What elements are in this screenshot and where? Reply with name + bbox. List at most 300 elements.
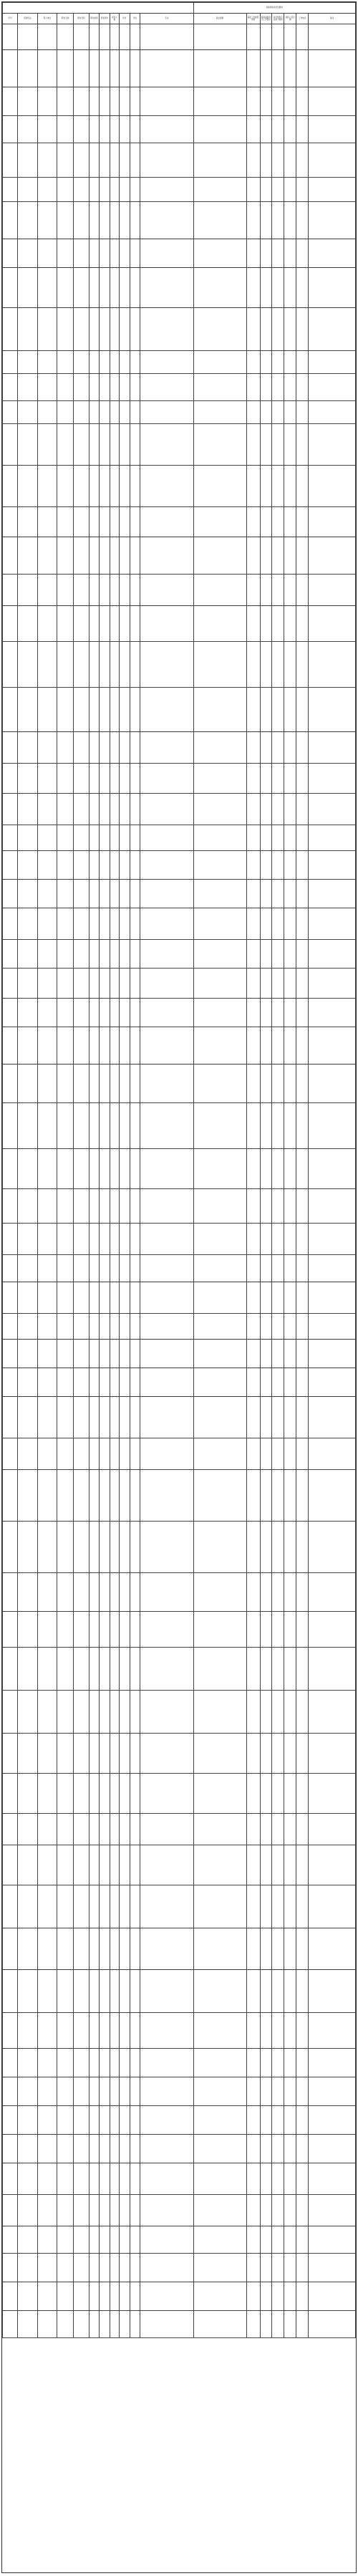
- table-cell: [260, 606, 272, 642]
- table-cell: [37, 308, 57, 351]
- table-cell: [246, 1027, 260, 1064]
- table-cell: [74, 1103, 89, 1149]
- table-cell: [57, 24, 74, 50]
- table-cell: [272, 764, 284, 794]
- table-cell: [3, 50, 18, 87]
- table-cell: [309, 202, 356, 239]
- table-cell: [89, 1189, 100, 1224]
- header-cell-remark: 备注: [309, 14, 356, 24]
- table-cell: [119, 1970, 130, 2013]
- table-cell: [119, 999, 130, 1027]
- table-cell: [74, 87, 89, 116]
- table-cell: [119, 178, 130, 202]
- table-cell: [100, 606, 110, 642]
- table-cell: [272, 537, 284, 575]
- table-cell: [100, 2226, 110, 2254]
- table-cell: [246, 1438, 260, 1470]
- table-cell: [3, 1845, 18, 1885]
- table-cell: [57, 1027, 74, 1064]
- table-cell: [3, 1522, 18, 1573]
- table-cell: [309, 1255, 356, 1282]
- table-cell: [57, 2282, 74, 2311]
- table-cell: [140, 178, 193, 202]
- spreadsheet-page: [1, 1, 357, 2573]
- table-cell: [37, 1340, 57, 1368]
- table-cell: [110, 2282, 120, 2311]
- table-cell: [100, 374, 110, 401]
- table-cell: [130, 2077, 140, 2106]
- table-cell: [193, 50, 246, 87]
- table-cell: [130, 1691, 140, 1734]
- table-cell: [57, 308, 74, 351]
- table-cell: [18, 2311, 37, 2338]
- table-cell: [89, 2282, 100, 2311]
- table-cell: [74, 688, 89, 732]
- table-cell: [110, 2106, 120, 2135]
- table-cell: [3, 1397, 18, 1438]
- table-cell: [246, 1189, 260, 1224]
- table-cell: [284, 2013, 296, 2049]
- table-cell: [18, 1691, 37, 1734]
- table-cell: [37, 2282, 57, 2311]
- table-cell: [74, 2311, 89, 2338]
- table-cell: [296, 239, 309, 268]
- table-cell: [272, 1928, 284, 1970]
- table-cell: [100, 1734, 110, 1774]
- table-cell: [140, 1648, 193, 1691]
- table-cell: [140, 50, 193, 87]
- table-row: [3, 2077, 356, 2106]
- table-cell: [89, 374, 100, 401]
- header-cell-agency: 招录机关: [18, 14, 37, 24]
- table-cell: [119, 1648, 130, 1691]
- table-cell: [119, 466, 130, 507]
- table-cell: [89, 178, 100, 202]
- table-cell: [89, 2135, 100, 2163]
- table-cell: [284, 308, 296, 351]
- table-cell: [193, 466, 246, 507]
- table-row: [3, 1885, 356, 1928]
- table-cell: [309, 969, 356, 999]
- table-cell: [74, 1734, 89, 1774]
- table-cell: [110, 351, 120, 374]
- table-cell: [193, 1648, 246, 1691]
- table-cell: [272, 1845, 284, 1885]
- table-cell: [18, 466, 37, 507]
- table-cell: [119, 2195, 130, 2226]
- table-cell: [37, 1189, 57, 1224]
- table-cell: [37, 1814, 57, 1845]
- table-cell: [18, 2226, 37, 2254]
- table-cell: [3, 1573, 18, 1612]
- table-cell: [119, 2049, 130, 2077]
- table-cell: [37, 1970, 57, 2013]
- table-cell: [130, 351, 140, 374]
- table-cell: [309, 401, 356, 424]
- table-cell: [74, 202, 89, 239]
- table-cell: [193, 401, 246, 424]
- table-cell: [260, 1397, 272, 1438]
- table-cell: [296, 2135, 309, 2163]
- table-cell: [140, 1438, 193, 1470]
- table-cell: [37, 374, 57, 401]
- table-cell: [100, 143, 110, 178]
- table-cell: [309, 1774, 356, 1814]
- table-cell: [89, 308, 100, 351]
- table-cell: [100, 642, 110, 688]
- table-cell: [3, 1368, 18, 1397]
- table-cell: [37, 1522, 57, 1573]
- table-cell: [272, 1814, 284, 1845]
- table-cell: [100, 1314, 110, 1340]
- table-row: [3, 466, 356, 507]
- table-cell: [296, 466, 309, 507]
- table-cell: [119, 1612, 130, 1648]
- table-cell: [57, 143, 74, 178]
- table-cell: [296, 1438, 309, 1470]
- table-cell: [110, 575, 120, 606]
- table-cell: [110, 880, 120, 908]
- table-cell: [57, 908, 74, 940]
- table-cell: [260, 688, 272, 732]
- table-cell: [18, 1970, 37, 2013]
- table-cell: [296, 2013, 309, 2049]
- table-cell: [74, 1255, 89, 1282]
- table-cell: [260, 507, 272, 537]
- table-cell: [74, 851, 89, 880]
- table-cell: [57, 999, 74, 1027]
- table-row: [3, 688, 356, 732]
- table-row: [3, 2135, 356, 2163]
- table-cell: [119, 2163, 130, 2195]
- table-cell: [284, 2311, 296, 2338]
- table-cell: [296, 1691, 309, 1734]
- table-cell: [246, 2226, 260, 2254]
- table-cell: [272, 2013, 284, 2049]
- table-cell: [246, 2106, 260, 2135]
- table-cell: [284, 2254, 296, 2282]
- table-cell: [57, 688, 74, 732]
- table-row: [3, 1845, 356, 1885]
- table-cell: [246, 1648, 260, 1691]
- table-cell: [284, 2135, 296, 2163]
- table-cell: [193, 1845, 246, 1885]
- table-cell: [57, 1774, 74, 1814]
- table-cell: [57, 507, 74, 537]
- table-cell: [130, 794, 140, 825]
- table-cell: [309, 507, 356, 537]
- table-cell: [284, 2106, 296, 2135]
- table-cell: [309, 2013, 356, 2049]
- table-cell: [110, 87, 120, 116]
- table-cell: [119, 1397, 130, 1438]
- table-cell: [89, 575, 100, 606]
- table-row: [3, 1314, 356, 1340]
- table-cell: [57, 851, 74, 880]
- table-cell: [130, 1774, 140, 1814]
- table-cell: [272, 1734, 284, 1774]
- table-cell: [57, 940, 74, 969]
- table-cell: [246, 24, 260, 50]
- table-cell: [260, 2077, 272, 2106]
- table-cell: [193, 2195, 246, 2226]
- table-cell: [272, 1189, 284, 1224]
- table-cell: [18, 87, 37, 116]
- table-cell: [272, 1340, 284, 1368]
- table-cell: [57, 466, 74, 507]
- table-cell: [246, 2254, 260, 2282]
- table-cell: [37, 642, 57, 688]
- table-cell: [3, 851, 18, 880]
- table-cell: [130, 999, 140, 1027]
- table-cell: [119, 575, 130, 606]
- table-cell: [57, 1340, 74, 1368]
- table-cell: [110, 507, 120, 537]
- table-cell: [246, 2311, 260, 2338]
- table-cell: [284, 202, 296, 239]
- table-cell: [89, 2049, 100, 2077]
- table-row: [3, 2195, 356, 2226]
- table-cell: [260, 1340, 272, 1368]
- table-cell: [130, 1282, 140, 1314]
- table-cell: [246, 764, 260, 794]
- table-cell: [18, 1189, 37, 1224]
- table-row: [3, 24, 356, 50]
- table-cell: [119, 143, 130, 178]
- table-cell: [57, 374, 74, 401]
- table-cell: [260, 1648, 272, 1691]
- table-cell: [100, 401, 110, 424]
- table-cell: [89, 1691, 100, 1734]
- table-cell: [74, 940, 89, 969]
- table-cell: [284, 1612, 296, 1648]
- table-cell: [74, 764, 89, 794]
- table-cell: [57, 1885, 74, 1928]
- table-cell: [309, 1397, 356, 1438]
- table-cell: [193, 2254, 246, 2282]
- header-cell-location: 工作地点: [296, 14, 309, 24]
- table-cell: [246, 2135, 260, 2163]
- table-cell: [130, 507, 140, 537]
- table-cell: [284, 1928, 296, 1970]
- table-row: [3, 1189, 356, 1224]
- table-cell: [140, 764, 193, 794]
- table-cell: [110, 401, 120, 424]
- table-cell: [260, 1734, 272, 1774]
- table-cell: [18, 1438, 37, 1470]
- table-cell: [296, 87, 309, 116]
- table-cell: [130, 2195, 140, 2226]
- table-cell: [18, 851, 37, 880]
- table-cell: [260, 2106, 272, 2135]
- table-cell: [110, 1814, 120, 1845]
- table-cell: [130, 825, 140, 851]
- table-cell: [110, 424, 120, 466]
- header-group-row: [3, 3, 356, 14]
- table-cell: [272, 239, 284, 268]
- table-cell: [284, 908, 296, 940]
- table-cell: [246, 969, 260, 999]
- header-cell-min-years: 基层工作最低年限: [246, 14, 260, 24]
- table-cell: [37, 1064, 57, 1103]
- table-cell: [110, 1928, 120, 1970]
- table-cell: [119, 1224, 130, 1255]
- table-cell: [89, 116, 100, 143]
- table-cell: [140, 1027, 193, 1064]
- table-cell: [57, 351, 74, 374]
- table-cell: [246, 1340, 260, 1368]
- table-cell: [284, 401, 296, 424]
- table-cell: [272, 178, 284, 202]
- table-cell: [193, 851, 246, 880]
- table-cell: [57, 1255, 74, 1282]
- table-cell: [140, 268, 193, 308]
- table-cell: [140, 1522, 193, 1573]
- table-cell: [18, 1103, 37, 1149]
- table-cell: [309, 537, 356, 575]
- table-cell: [140, 851, 193, 880]
- table-cell: [89, 1368, 100, 1397]
- table-cell: [57, 537, 74, 575]
- table-cell: [100, 1928, 110, 1970]
- table-cell: [246, 825, 260, 851]
- table-cell: [140, 466, 193, 507]
- table-cell: [89, 2077, 100, 2106]
- table-cell: [296, 606, 309, 642]
- table-cell: [110, 537, 120, 575]
- table-cell: [272, 732, 284, 764]
- table-cell: [37, 178, 57, 202]
- header-cell-grassroots: 服务基层项目工作经历: [260, 14, 272, 24]
- table-cell: [272, 50, 284, 87]
- table-cell: [296, 2226, 309, 2254]
- table-cell: [57, 116, 74, 143]
- table-cell: [309, 87, 356, 116]
- table-cell: [18, 1522, 37, 1573]
- table-cell: [193, 116, 246, 143]
- table-cell: [193, 940, 246, 969]
- table-row: [3, 825, 356, 851]
- table-cell: [89, 688, 100, 732]
- table-cell: [89, 507, 100, 537]
- table-cell: [100, 880, 110, 908]
- table-cell: [309, 1612, 356, 1648]
- table-cell: [3, 1282, 18, 1314]
- table-cell: [89, 1814, 100, 1845]
- table-cell: [246, 1734, 260, 1774]
- table-cell: [57, 2226, 74, 2254]
- table-cell: [272, 2311, 284, 2338]
- table-cell: [100, 1224, 110, 1255]
- table-cell: [260, 1573, 272, 1612]
- table-cell: [260, 1774, 272, 1814]
- table-row: [3, 2254, 356, 2282]
- table-cell: [309, 940, 356, 969]
- table-cell: [296, 1255, 309, 1282]
- table-cell: [119, 351, 130, 374]
- table-cell: [3, 1814, 18, 1845]
- table-cell: [272, 2135, 284, 2163]
- table-cell: [296, 178, 309, 202]
- table-cell: [100, 1885, 110, 1928]
- table-cell: [130, 1368, 140, 1397]
- table-row: [3, 732, 356, 764]
- table-cell: [89, 1027, 100, 1064]
- table-cell: [140, 825, 193, 851]
- table-cell: [309, 908, 356, 940]
- table-cell: [100, 1064, 110, 1103]
- header-group-label: 其他资格条件及要求: [193, 3, 356, 14]
- table-cell: [309, 143, 356, 178]
- table-cell: [140, 732, 193, 764]
- table-cell: [37, 466, 57, 507]
- table-row: [3, 1648, 356, 1691]
- table-cell: [18, 2163, 37, 2195]
- table-cell: [140, 1368, 193, 1397]
- table-cell: [3, 999, 18, 1027]
- table-cell: [37, 2049, 57, 2077]
- table-cell: [193, 1774, 246, 1814]
- table-cell: [296, 2311, 309, 2338]
- table-cell: [74, 1774, 89, 1814]
- table-cell: [284, 351, 296, 374]
- table-cell: [193, 202, 246, 239]
- table-cell: [57, 1064, 74, 1103]
- table-cell: [309, 794, 356, 825]
- table-cell: [74, 642, 89, 688]
- table-cell: [57, 2013, 74, 2049]
- table-cell: [284, 1282, 296, 1314]
- table-cell: [260, 401, 272, 424]
- table-cell: [37, 825, 57, 851]
- table-cell: [130, 732, 140, 764]
- table-cell: [37, 1845, 57, 1885]
- table-cell: [246, 908, 260, 940]
- table-cell: [110, 794, 120, 825]
- table-cell: [37, 143, 57, 178]
- table-cell: [100, 1573, 110, 1612]
- table-cell: [18, 1573, 37, 1612]
- table-cell: [296, 1149, 309, 1189]
- table-cell: [130, 2013, 140, 2049]
- table-cell: [193, 732, 246, 764]
- table-cell: [140, 688, 193, 732]
- table-cell: [130, 575, 140, 606]
- table-cell: [57, 178, 74, 202]
- table-cell: [89, 2195, 100, 2226]
- table-cell: [110, 1970, 120, 2013]
- header-cell-politics: 政治面貌: [193, 14, 246, 24]
- table-cell: [89, 239, 100, 268]
- table-cell: [89, 2013, 100, 2049]
- table-cell: [309, 642, 356, 688]
- table-cell: [18, 308, 37, 351]
- table-cell: [18, 606, 37, 642]
- table-cell: [260, 424, 272, 466]
- table-cell: [309, 732, 356, 764]
- table-cell: [37, 1885, 57, 1928]
- table-cell: [272, 825, 284, 851]
- table-cell: [74, 1340, 89, 1368]
- table-cell: [3, 143, 18, 178]
- table-cell: [140, 999, 193, 1027]
- table-cell: [260, 825, 272, 851]
- table-cell: [74, 1438, 89, 1470]
- table-cell: [119, 2135, 130, 2163]
- table-cell: [246, 1103, 260, 1149]
- table-cell: [110, 374, 120, 401]
- table-cell: [89, 1282, 100, 1314]
